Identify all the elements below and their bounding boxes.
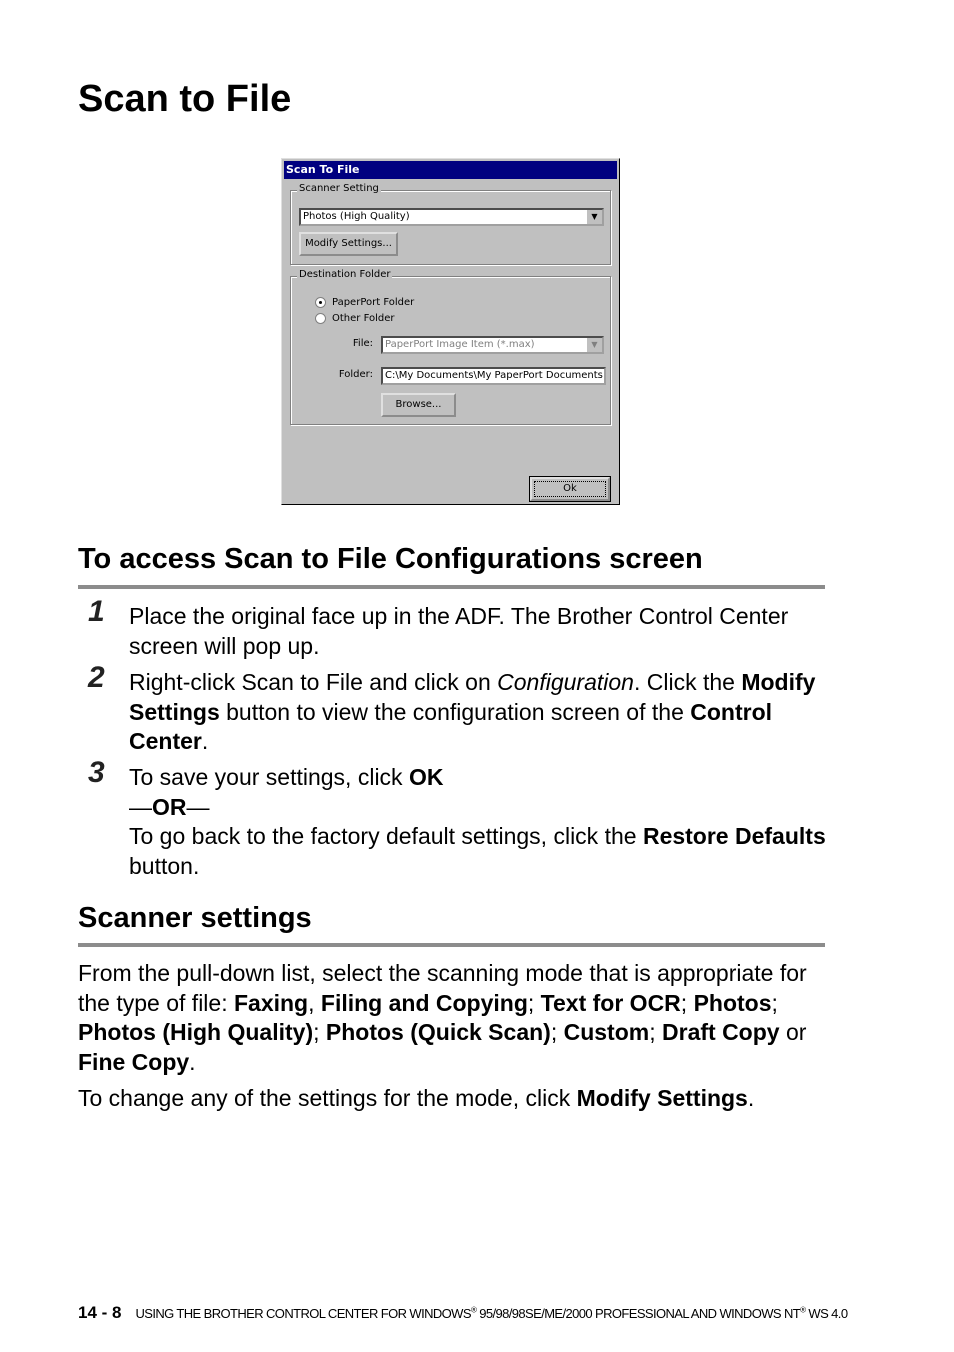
file-label: File: (352, 338, 373, 349)
radio-paperport-folder[interactable] (315, 296, 414, 310)
scanner-settings-heading: Scanner settings (78, 902, 312, 934)
scanner-setting-legend: Scanner Setting (299, 183, 379, 194)
ok-button-label: Ok (563, 483, 577, 494)
footer-text: USING THE BROTHER CONTROL CENTER FOR WINDOWS® 95/98/98SE/ME/2000 PROFESSIONAL AND WINDOWS NT® WS 4.0 (135, 1305, 848, 1321)
scanner-mode-select[interactable] (299, 208, 604, 226)
step-number: 2 (88, 661, 105, 694)
radio-checked-icon[interactable] (315, 297, 326, 308)
radio-paperport-label: PaperPort Folder (332, 297, 415, 308)
dialog-titlebar: Scan To File (284, 161, 617, 179)
folder-path-input[interactable]: C:\My Documents\My PaperPort Documents (381, 367, 606, 385)
modify-settings-button[interactable]: Modify Settings... (299, 232, 398, 256)
page-title: Scan to File (78, 78, 292, 120)
page-number: 14 - 8 (78, 1303, 122, 1322)
section-rule (78, 585, 825, 589)
scanner-mode-value: Photos (High Quality) (303, 211, 410, 222)
file-type-value: PaperPort Image Item (*.max) (385, 339, 535, 350)
folder-label: Folder: (338, 369, 373, 380)
file-type-select (381, 336, 604, 354)
radio-other-folder[interactable] (315, 312, 394, 326)
section-rule (78, 943, 825, 947)
destination-folder-legend: Destination Folder (299, 269, 391, 280)
scanner-setting-group (290, 183, 611, 265)
chevron-down-icon: ▼ (586, 338, 602, 352)
ok-button[interactable] (530, 477, 610, 501)
step-1-text: Place the original face up in the ADF. The Brother Control Center screen will pop up. (129, 603, 789, 659)
modify-settings-paragraph: To change any of the settings for the mode, click Modify Settings. (78, 1085, 755, 1111)
page-footer (78, 1303, 847, 1323)
step-number: 1 (88, 595, 105, 628)
step-2-text: Right-click Scan to File and click on Configuration. Click the Modify Settings button to view the configuration screen of the Control Center. (129, 669, 816, 754)
focus-rect (534, 481, 606, 497)
radio-unchecked-icon[interactable] (315, 313, 326, 324)
scan-to-file-dialog (281, 158, 620, 505)
radio-other-label: Other Folder (332, 313, 395, 324)
access-section-heading: To access Scan to File Configurations screen (78, 543, 703, 575)
scanner-modes-paragraph: From the pull-down list, select the scanning mode that is appropriate for the type of file: Faxing, Filing and Copying; Text for OCR; Photos; Photos (High Quality); Photos (Quick Scan); Custom; Draft Copy or Fine Copy. (78, 960, 807, 1075)
browse-button[interactable]: Browse... (381, 393, 456, 417)
step-number: 3 (88, 756, 105, 789)
destination-folder-group (290, 269, 611, 425)
chevron-down-icon[interactable]: ▼ (586, 210, 602, 224)
step-3-text: To save your settings, click OK —OR— To go back to the factory default settings, click the Restore Defaults button. (129, 764, 826, 879)
